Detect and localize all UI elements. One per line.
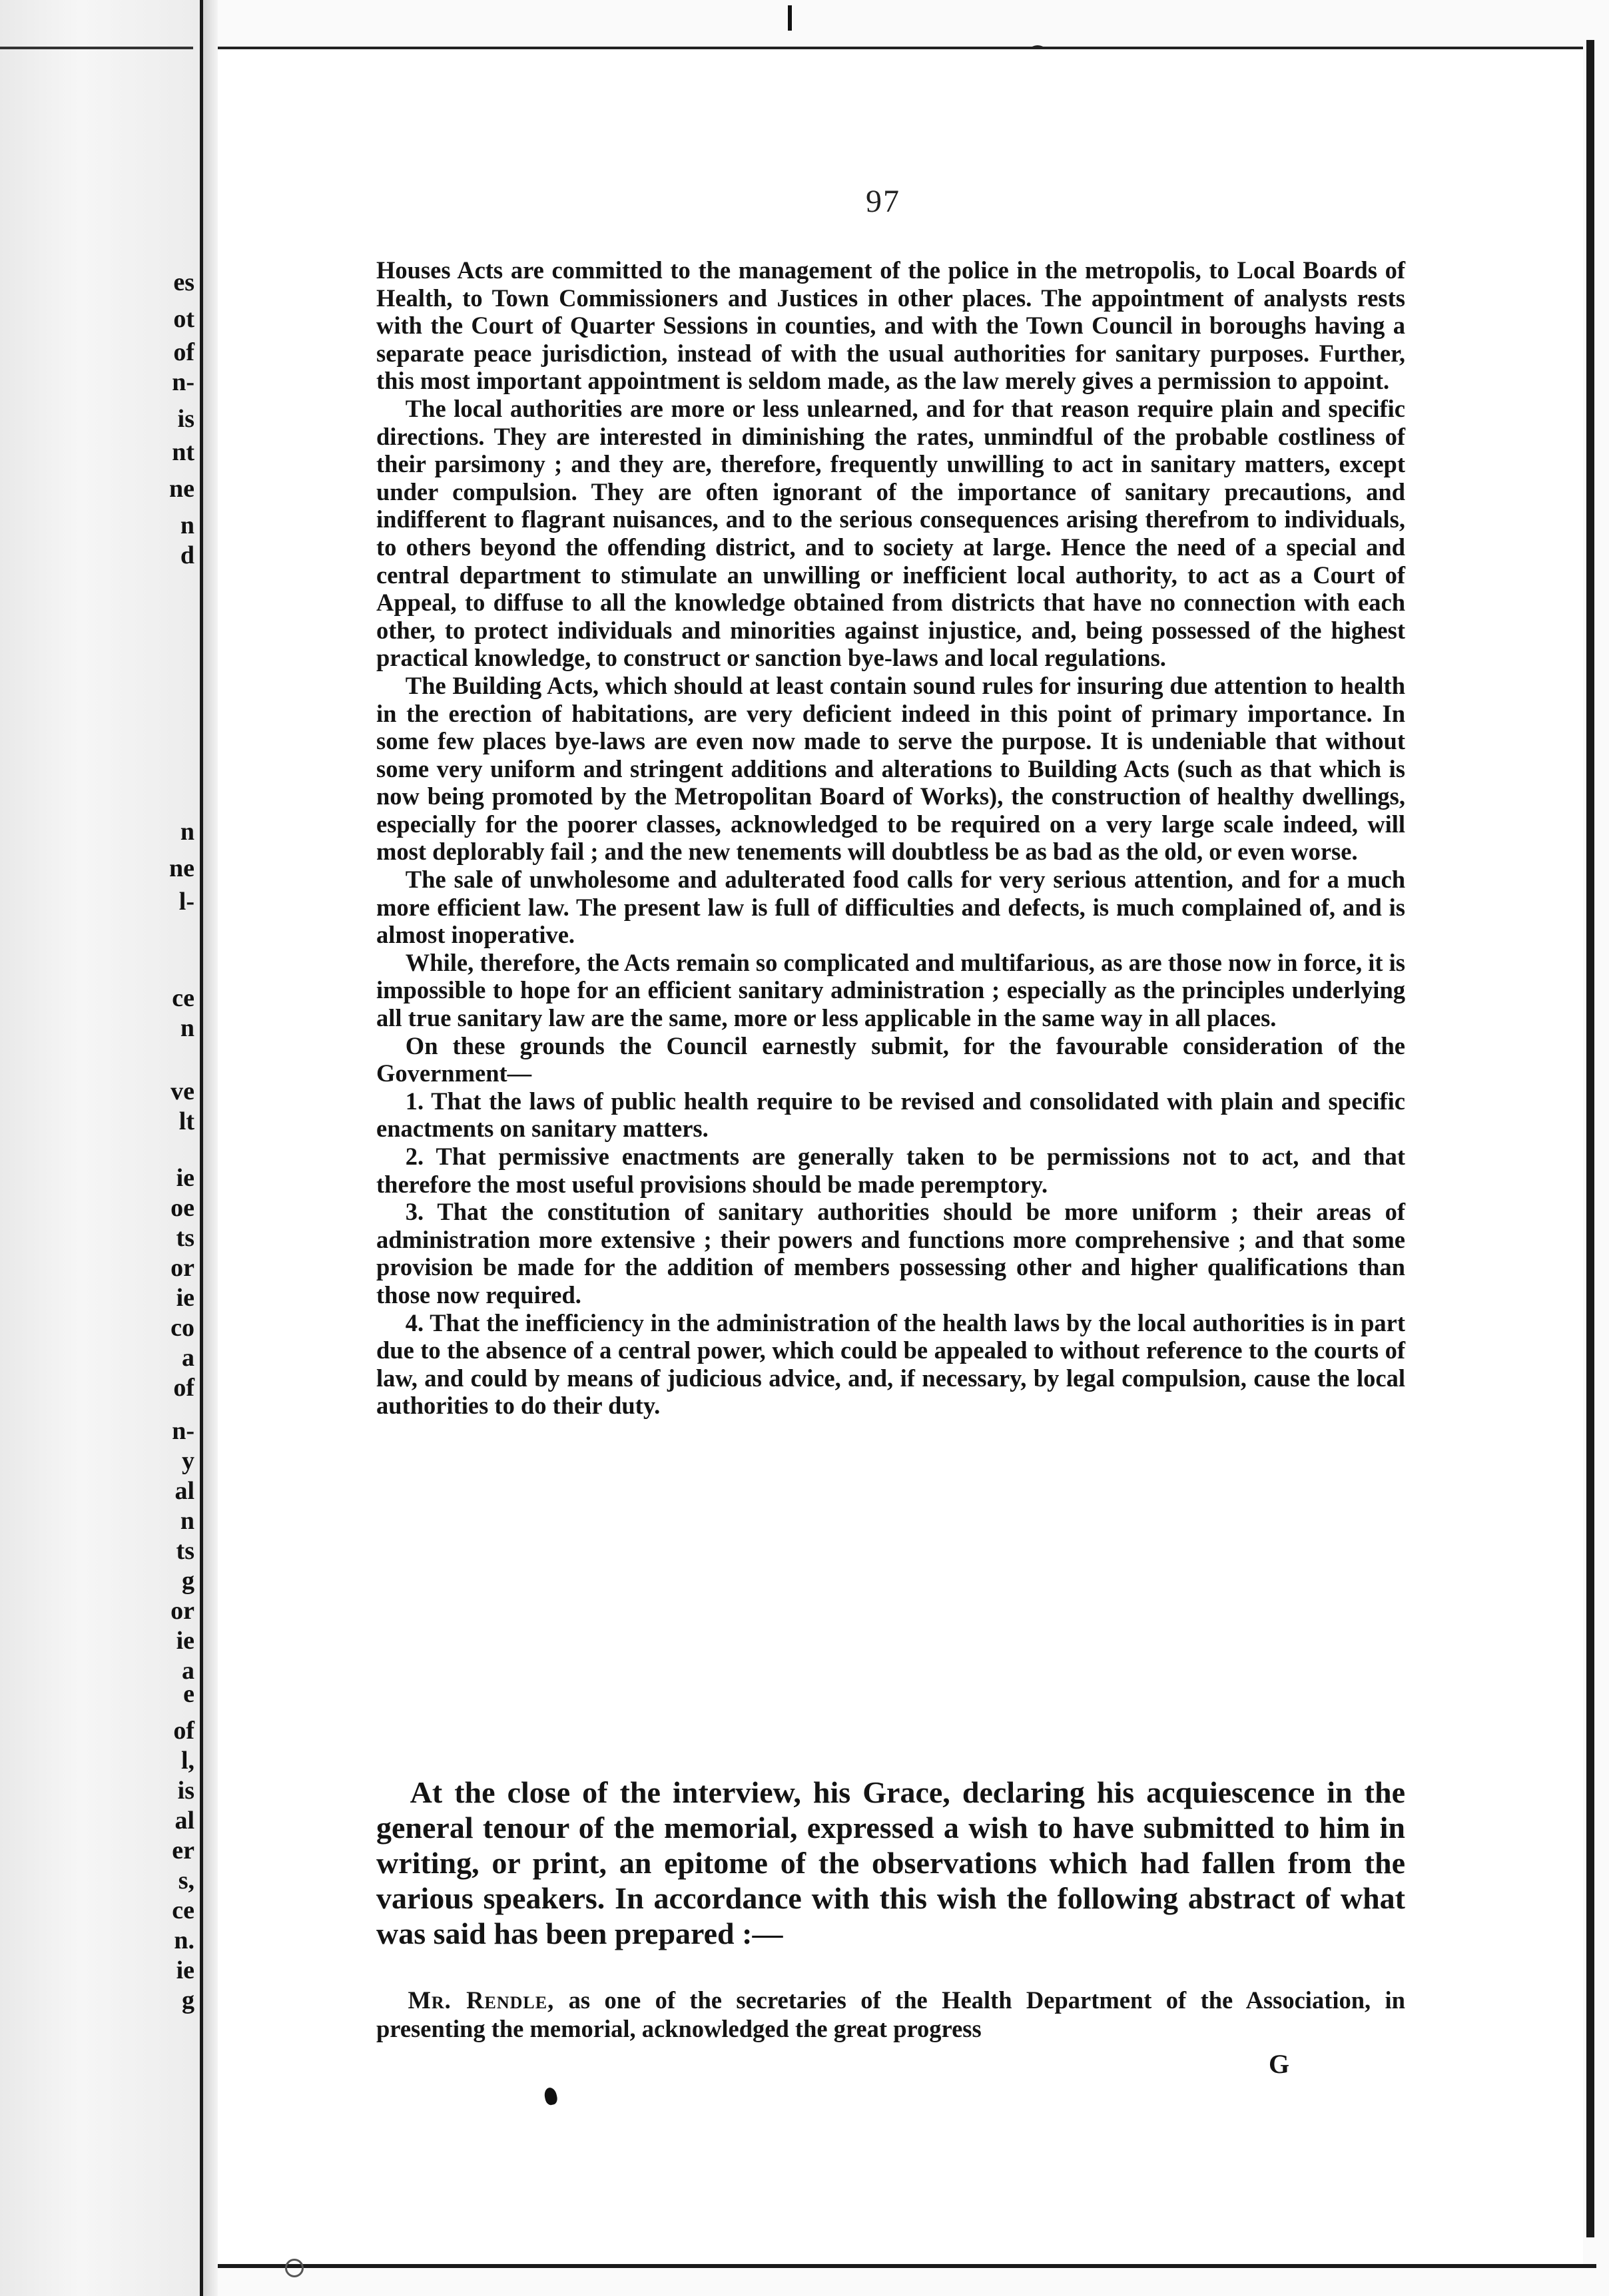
facing-page-fragment: is xyxy=(177,405,194,433)
speaker-line xyxy=(376,1986,1405,2043)
facing-page-fragment: ie xyxy=(176,1956,194,1984)
facing-page-fragment: y xyxy=(182,1447,194,1475)
facing-page-fragment: n xyxy=(180,511,194,539)
facing-page-fragment: g xyxy=(182,1986,194,2014)
paragraph-council-submit: On these grounds the Council earnestly submit, for the favourable consideration of the Government— xyxy=(376,1031,1405,1087)
paragraph-building-acts: The Building Acts, which should at least contain sound rules for insuring due attention to health in the erection of habitations, are very deficient indeed in this point of primary importance. In some few places bye-laws are even now made to serve the purpose. It is undeniable that without some very uniform and stringent additions and alterations to Building Acts (such as that which is now being promoted by the Metropolitan Board of Works), the construction of healthy dwellings, especially for the poorer classes, acknowledged to be required on a very large scale indeed, will most deplorably fail ; and the new tenements will doubtless be as bad as the old, or even worse. xyxy=(376,671,1405,866)
paragraph-food-sale: The sale of unwholesome and adulterated food calls for very serious attention, and for a much more efficient law. The present law is full of difficulties and defects, is much complained of, and is almost inoperative. xyxy=(376,866,1405,949)
facing-page-fragment: nt xyxy=(172,438,194,466)
list-item-3: 3. That the constitution of sanitary authorities should be more uniform ; their areas of administration more extensive ; their powers and functions more comprehensive ; and that some provision be made for the addition of members possessing other and higher qualifications than those now required. xyxy=(376,1198,1405,1308)
signature-mark: G xyxy=(1269,2049,1290,2079)
facing-page-fragment: al xyxy=(174,1477,194,1505)
facing-page-fragment: lt xyxy=(178,1107,194,1135)
facing-page-fragment: n- xyxy=(172,1417,194,1445)
paragraph-houses-acts: Houses Acts are committed to the management of the police in the metropolis, to Local Boards of Health, to Town Commissioners and Justices in other places. The appointment of analysts rests with the Court of Quarter Sessions in counties, and with the Town Council in boroughs having a separate peace jurisdiction, instead of with the usual authorities for sanitary purposes. Further, this most important appointment is seldom made, as the law merely gives a permission to appoint. xyxy=(376,256,1405,395)
facing-page-fragment: er xyxy=(172,1837,194,1865)
paragraph-acts-complicated: While, therefore, the Acts remain so complicated and multifarious, as are those now in force, it is impossible to hope for an efficient sanitary administration ; especially as the principles underlying all true sanitary law are the same, more or less applicable in the same way in all places. xyxy=(376,948,1405,1032)
facing-page-fragment: n- xyxy=(172,368,194,396)
facing-page-fragment: n xyxy=(180,818,194,846)
facing-page-fragment: n. xyxy=(174,1926,194,1954)
facing-page-fragment: ve xyxy=(170,1077,194,1105)
facing-page-fragment: co xyxy=(170,1314,194,1342)
facing-page-edge xyxy=(0,0,203,2296)
speaker-paragraph xyxy=(376,1986,1405,2043)
facing-page-fragment: is xyxy=(177,1777,194,1805)
facing-page-fragment: ce xyxy=(172,1896,194,1924)
facing-page-fragment: or xyxy=(170,1254,194,1282)
facing-page-fragment: g xyxy=(182,1567,194,1595)
facing-page-fragment: l- xyxy=(178,888,194,916)
body-text xyxy=(376,256,1405,1420)
facing-page-fragment: s, xyxy=(178,1866,194,1894)
page-right-edge xyxy=(1586,40,1594,2237)
book-gutter xyxy=(203,0,218,2296)
facing-page-fragment: ne xyxy=(169,475,194,503)
facing-page-fragment: ts xyxy=(176,1537,194,1565)
facing-page-fragment: al xyxy=(174,1807,194,1835)
facing-page-rule xyxy=(0,47,193,49)
facing-page-fragment: ne xyxy=(169,854,194,882)
facing-page-fragment: d xyxy=(180,541,194,569)
facing-page-fragment: n xyxy=(180,1014,194,1042)
facing-page-fragment: ie xyxy=(176,1284,194,1312)
facing-page-fragment: oe xyxy=(170,1194,194,1222)
facing-page-fragment: or xyxy=(170,1597,194,1625)
facing-page-fragment: of xyxy=(173,338,194,366)
list-item-2: 2. That permissive enactments are generally taken to be permissions not to act, and that therefore the most useful provisions should be made peremptory. xyxy=(376,1143,1405,1198)
speaker-text: as one of the secretaries of the Health Department of the Association, in presenting the memorial, acknowledged the great progress xyxy=(376,1986,1405,2042)
facing-page-fragment: es xyxy=(173,268,194,296)
paragraph-local-authorities: The local authorities are more or less unlearned, and for that reason require plain and specific directions. They are interested in diminishing the rates, unmindful of the probable costliness of their parsimony ; and they are, therefore, frequently unwilling to act in sanitary matters, except under compulsion. They are often ignorant of the importance of sanitary precautions, and indifferent to flagrant nuisances, and to the serious consequences arising therefrom to individuals, to others beyond the offending district, and to society at large. Hence the need of a special and central department to stimulate an unwilling or inefficient local authority, to act as a Court of Appeal, to diffuse to all the knowledge obtained from districts that have no connection with each other, to protect individuals and minorities against injustice, and, being possessed of the highest practical knowledge, to construct or sanction bye-laws and local regulations. xyxy=(376,394,1405,672)
closing-text: At the close of the interview, his Grace, declaring his acquiescence in the general tenour of the memorial, expressed a wish to have submitted to him in writing, or print, an epitome of the observations which had fallen from the various speakers. In accordance with this wish the following abstract of what was said has been prepared :— xyxy=(376,1775,1405,1950)
facing-page-fragment: a xyxy=(182,1657,194,1685)
list-item-1: 1. That the laws of public health require to be revised and consolidated with plain and specific enactments on sanitary matters. xyxy=(376,1087,1405,1143)
corner-stamp xyxy=(285,2259,304,2277)
facing-page-fragment: of xyxy=(173,1717,194,1745)
facing-page-fragment: n xyxy=(180,1507,194,1535)
closing-paragraph xyxy=(376,1775,1405,1951)
list-item-4: 4. That the inefficiency in the administration of the health laws by the local authorities is in part due to the absence of a central power, which could be appealed to without reference to the courts of law, and could by means of judicious advice, and, if necessary, by legal compulsion, cause the local authorities to do their duty. xyxy=(376,1308,1405,1420)
facing-page-fragment: ot xyxy=(173,305,194,333)
facing-page-fragment: a xyxy=(182,1344,194,1372)
speaker-name: Mr. Rendle, xyxy=(408,1986,555,2014)
facing-page-fragment: ce xyxy=(172,984,194,1012)
facing-page-fragment: l, xyxy=(180,1747,194,1775)
scan-mark xyxy=(788,5,792,31)
facing-page-fragment: ts xyxy=(176,1224,194,1252)
page-bottom-edge xyxy=(218,2264,1596,2268)
facing-page-fragment: of xyxy=(173,1374,194,1402)
facing-page-fragment: e xyxy=(183,1680,194,1708)
facing-page-fragment: ie xyxy=(176,1164,194,1192)
page-number: 97 xyxy=(866,184,900,219)
facing-page-fragment: ie xyxy=(176,1627,194,1655)
